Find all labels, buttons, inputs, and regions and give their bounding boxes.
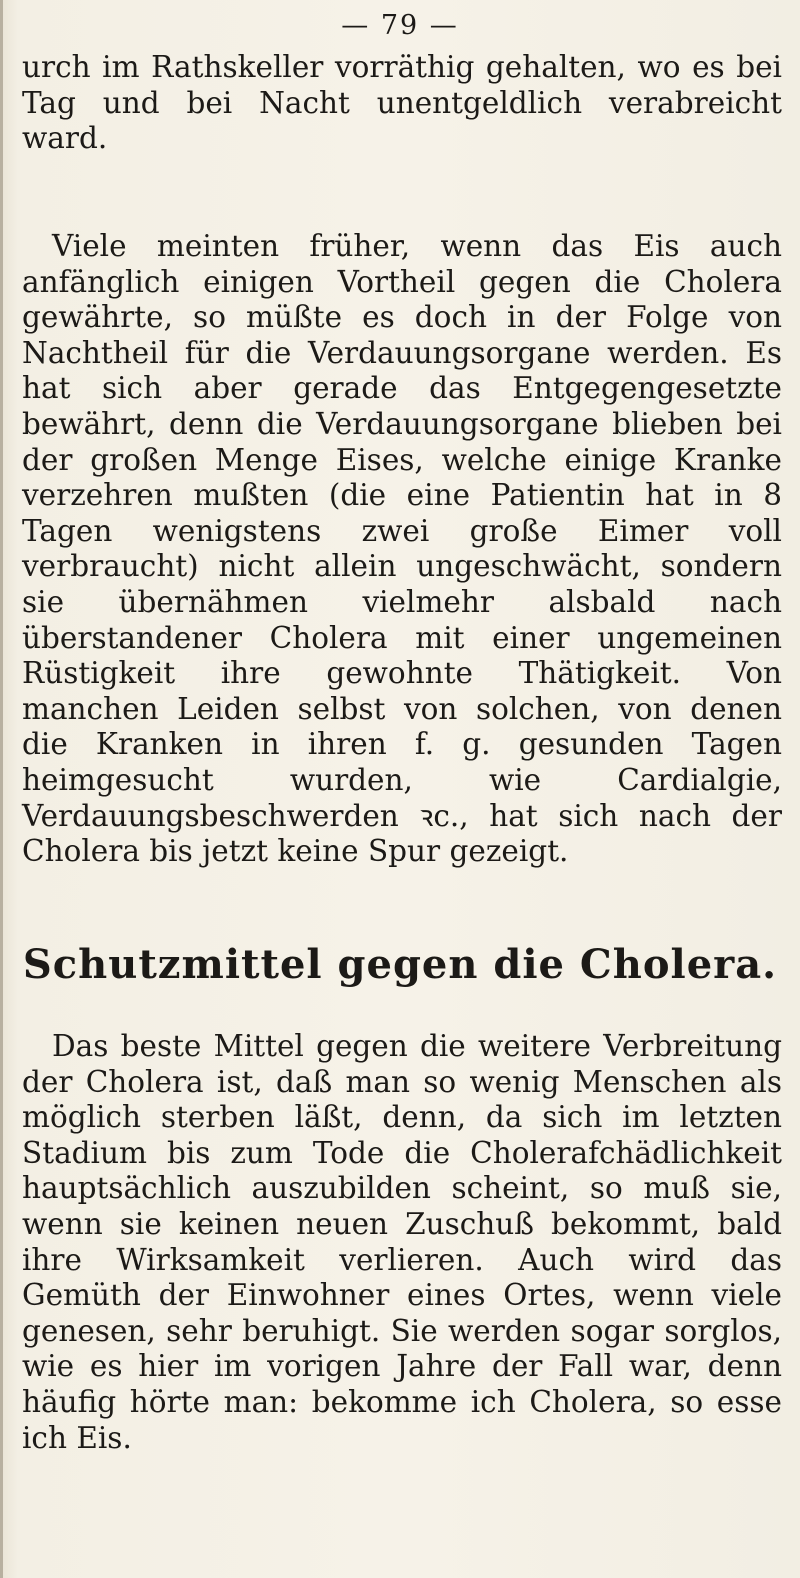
section-heading: Schutzmittel gegen die Cholera. xyxy=(22,941,778,988)
paragraph-continuation: urch im Rathskeller vorräthig gehalten, wo es bei Tag und bei Nacht unentgeldlich verabreicht ward. xyxy=(22,50,782,156)
paragraph-protective-means: Das beste Mittel gegen die weitere Verbreitung der Cholera ist, daß man so wenig Menschen als möglich sterben läßt, denn, da sich im letzten Stadium bis zum Tode die Cholerafchädlichkeit hauptsächlich auszubilden scheint, so muß sie, wenn sie keinen neuen Zuschuß bekommt, bald ihre Wirksamkeit verlieren. Auch wird das Gemüth der Einwohner eines Ortes, wenn viele genesen, sehr beruhigt. Sie werden sogar sorglos, wie es hier im vorigen Jahre der Fall war, denn häufig hörte man: bekomme ich Cholera, so esse ich Eis. xyxy=(22,1029,782,1455)
page-number: — 79 — xyxy=(341,10,459,41)
page-header xyxy=(0,10,800,46)
paragraph-ice-digestion: Viele meinten früher, wenn das Eis auch anfänglich einigen Vortheil gegen die Cholera gewährte, so müßte es doch in der Folge von Nachtheil für die Verdauungsorgane werden. Es hat sich aber gerade das Entgegengesetzte bewährt, denn die Verdauungsorgane blieben bei der großen Menge Eises, welche einige Kranke verzehren mußten (die eine Patientin hat in 8 Tagen wenigstens zwei große Eimer voll verbraucht) nicht allein ungeschwächt, sondern sie übernähmen vielmehr alsbald nach überstandener Cholera mit einer ungemeinen Rüstigkeit ihre gewohnte Thätigkeit. Von manchen Leiden selbst von solchen, von denen die Kranken in ihren f. g. gesunden Tagen heimgesucht wurden, wie Cardialgie, Verdauungsbeschwerden ꝛc., hat sich nach der Cholera bis jetzt keine Spur gezeigt. xyxy=(22,229,782,869)
page-binding-edge xyxy=(0,0,3,1578)
